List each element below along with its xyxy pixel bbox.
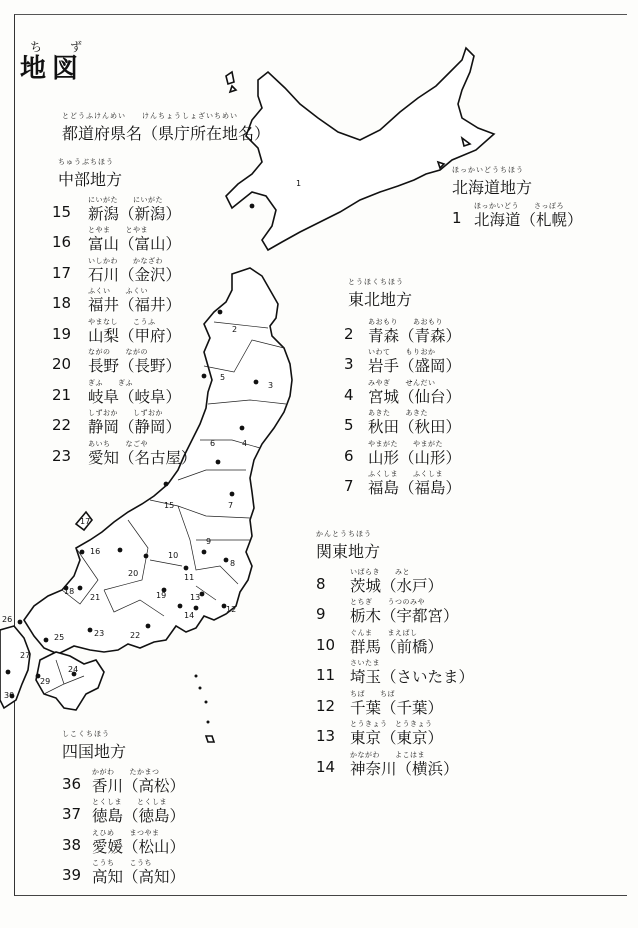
list-item [316,656,474,687]
region-tohoku [344,278,461,497]
item-ruby: いわて もりおか [368,348,436,356]
region-title-ruby: ほっかいどうちほう [452,166,524,174]
item-ruby: ながの ながの [88,348,148,356]
list-item [316,564,474,595]
item-ruby: あいち なごや [88,439,148,448]
item-ruby: しずおか しずおか [88,409,163,417]
item-name: 石川（金沢） [88,265,182,284]
item-ruby: ぎふ ぎふ [88,378,133,387]
region-title [52,158,197,190]
region-title [452,166,583,198]
item-number: 8 [316,574,326,593]
map-label: 20 [128,569,139,578]
item-number: 17 [52,263,72,282]
list-item [316,595,474,626]
list-item [452,198,583,229]
title-ruby: ちず [30,40,111,54]
item-name: 栃木（宇都宮） [350,607,459,625]
list-item [52,223,197,254]
item-ruby: こうち こうち [92,859,152,867]
item-name: 福島（福島） [368,479,462,497]
map-label: 2 [232,325,238,334]
item-name: 秋田（秋田） [368,418,462,436]
item-name: 富山（富山） [88,235,182,253]
legend-header-ruby: とどうふけんめい けんちょうしょざいちめい [62,112,238,120]
item-ruby: とやま とやま [88,226,148,234]
map-label: 1 [296,179,302,188]
item-number: 5 [344,416,354,434]
item-name: 愛知（名古屋） [88,448,197,467]
item-number: 7 [344,477,354,495]
item-ruby: かながわ よこはま [350,750,425,759]
map-label: 27 [20,651,31,660]
list-item [52,375,197,406]
list-item [62,795,185,826]
item-number: 36 [62,774,82,793]
item-number: 6 [344,446,354,465]
item-ruby: えひめ まつやま [92,828,160,837]
list-item [52,253,197,284]
map-label: 29 [40,677,51,686]
region-title [316,530,474,562]
item-ruby: とくしま とくしま [92,798,167,806]
region-title-text: 四国地方 [62,742,127,761]
item-ruby: ふくい ふくい [88,287,148,295]
item-number: 23 [52,446,72,465]
map-label: 22 [130,631,141,640]
item-name: 東京（東京） [350,729,444,747]
item-number: 9 [316,605,326,623]
item-ruby: いばらき みと [350,567,410,576]
map-label: 21 [90,593,101,602]
item-ruby: ふくしま ふくしま [368,470,443,478]
item-number: 18 [52,294,72,312]
item-name: 徳島（徳島） [92,807,186,825]
item-name: 山梨（甲府） [88,326,182,345]
item-name: 愛媛（松山） [92,837,186,856]
list-item [344,436,461,467]
map-label: 11 [184,573,195,582]
item-number: 10 [316,635,336,654]
map-label: 4 [242,439,248,448]
item-number: 21 [52,385,72,404]
region-title [344,278,461,310]
item-number: 16 [52,233,72,251]
list-item [316,747,474,778]
item-ruby: あきた あきた [368,409,428,417]
item-name: 高知（高知） [92,868,186,886]
item-number: 20 [52,355,72,373]
region-chubu [52,158,197,467]
item-name: 北海道（札幌） [474,210,583,229]
item-number: 14 [316,757,336,776]
map-label: 25 [54,633,65,642]
region-title-text: 北海道地方 [452,178,533,197]
item-name: 宮城（仙台） [368,387,462,406]
region-title-text: 中部地方 [58,170,123,189]
list-item [316,717,474,748]
list-item [52,192,197,223]
item-name: 神奈川（横浜） [350,759,459,778]
item-name: 香川（高松） [92,776,186,795]
list-item [316,625,474,656]
item-name: 茨城（水戸） [350,576,444,595]
item-number: 38 [62,835,82,854]
item-number: 37 [62,805,82,823]
region-title-ruby: しこくちほう [62,730,110,738]
list-item [344,467,461,498]
item-number: 1 [452,208,462,227]
list-item [52,345,197,376]
item-ruby: とちぎ うつのみや [350,598,425,606]
item-ruby: あおもり あおもり [368,317,443,326]
item-number: 39 [62,866,82,884]
item-number: 12 [316,696,336,715]
list-item [62,856,185,887]
item-name: 青森（青森） [368,326,462,345]
item-ruby: ちば ちば [350,689,395,698]
map-label: 18 [64,587,75,596]
item-name: 新潟（新潟） [88,204,182,223]
item-number: 2 [344,324,354,343]
list-item [344,314,461,345]
item-name: 長野（長野） [88,357,182,375]
list-item [52,436,197,467]
legend-header-text: 都道府県名（県庁所在地名） [62,124,271,143]
map-label: 26 [2,615,13,624]
list-item [344,406,461,437]
list-item [52,406,197,437]
map-label: 3 [268,381,274,390]
item-ruby: とうきょう とうきょう [350,720,433,728]
item-number: 19 [52,324,72,343]
map-label: 6 [210,439,216,448]
map-label: 23 [94,629,105,638]
region-title-ruby: かんとうちほう [316,530,372,538]
item-name: 群馬（前橋） [350,637,444,656]
item-ruby: みやぎ せんだい [368,378,436,387]
map-label: 19 [156,591,167,600]
item-ruby: いしかわ かなざわ [88,256,163,265]
item-number: 13 [316,727,336,745]
list-item [316,686,474,717]
list-item [344,345,461,376]
item-ruby: さいたま [350,659,380,667]
map-label: 30 [4,691,15,700]
map-label: 17 [80,517,91,526]
item-name: 埼玉（さいたま） [350,668,475,686]
map-label: 16 [90,547,101,556]
list-item [52,284,197,315]
map-label: 10 [168,551,179,560]
item-ruby: やまなし こうふ [88,317,156,326]
item-name: 福井（福井） [88,296,182,314]
list-item [344,375,461,406]
item-number: 22 [52,416,72,434]
map-label: 14 [184,611,195,620]
region-shikoku [62,730,185,886]
item-ruby: やまがた やまがた [368,439,443,448]
title-main: 地図 [20,54,85,84]
item-name: 岐阜（岐阜） [88,387,182,406]
map-label: 12 [226,605,237,614]
map-label: 13 [190,593,201,602]
region-title [62,730,185,762]
item-ruby: にいがた にいがた [88,195,163,204]
map-label: 8 [230,559,236,568]
list-item [52,314,197,345]
region-hokkaido [452,166,583,229]
list-item [62,764,185,795]
item-ruby: かがわ たかまつ [92,767,160,776]
item-number: 11 [316,666,336,684]
item-name: 山形（山形） [368,448,462,467]
map-label: 5 [220,373,226,382]
region-title-ruby: ちゅうぶちほう [58,158,114,166]
region-title-text: 関東地方 [316,542,381,561]
legend-header [62,112,270,144]
item-name: 千葉（千葉） [350,698,444,717]
list-item [62,825,185,856]
map-label: 15 [164,501,175,510]
item-ruby: ぐんま まえばし [350,628,418,637]
page-title [20,38,110,83]
item-name: 静岡（静岡） [88,418,182,436]
map-label: 7 [228,501,234,510]
map-label: 24 [68,665,79,674]
item-number: 3 [344,355,354,373]
region-title-ruby: とうほくちほう [348,278,404,286]
region-title-text: 東北地方 [348,290,413,309]
item-ruby: ほっかいどう さっぽろ [474,201,564,210]
map-label: 9 [206,537,212,546]
item-number: 4 [344,385,354,404]
region-kanto [316,530,474,778]
item-name: 岩手（盛岡） [368,357,462,375]
item-number: 15 [52,202,72,221]
